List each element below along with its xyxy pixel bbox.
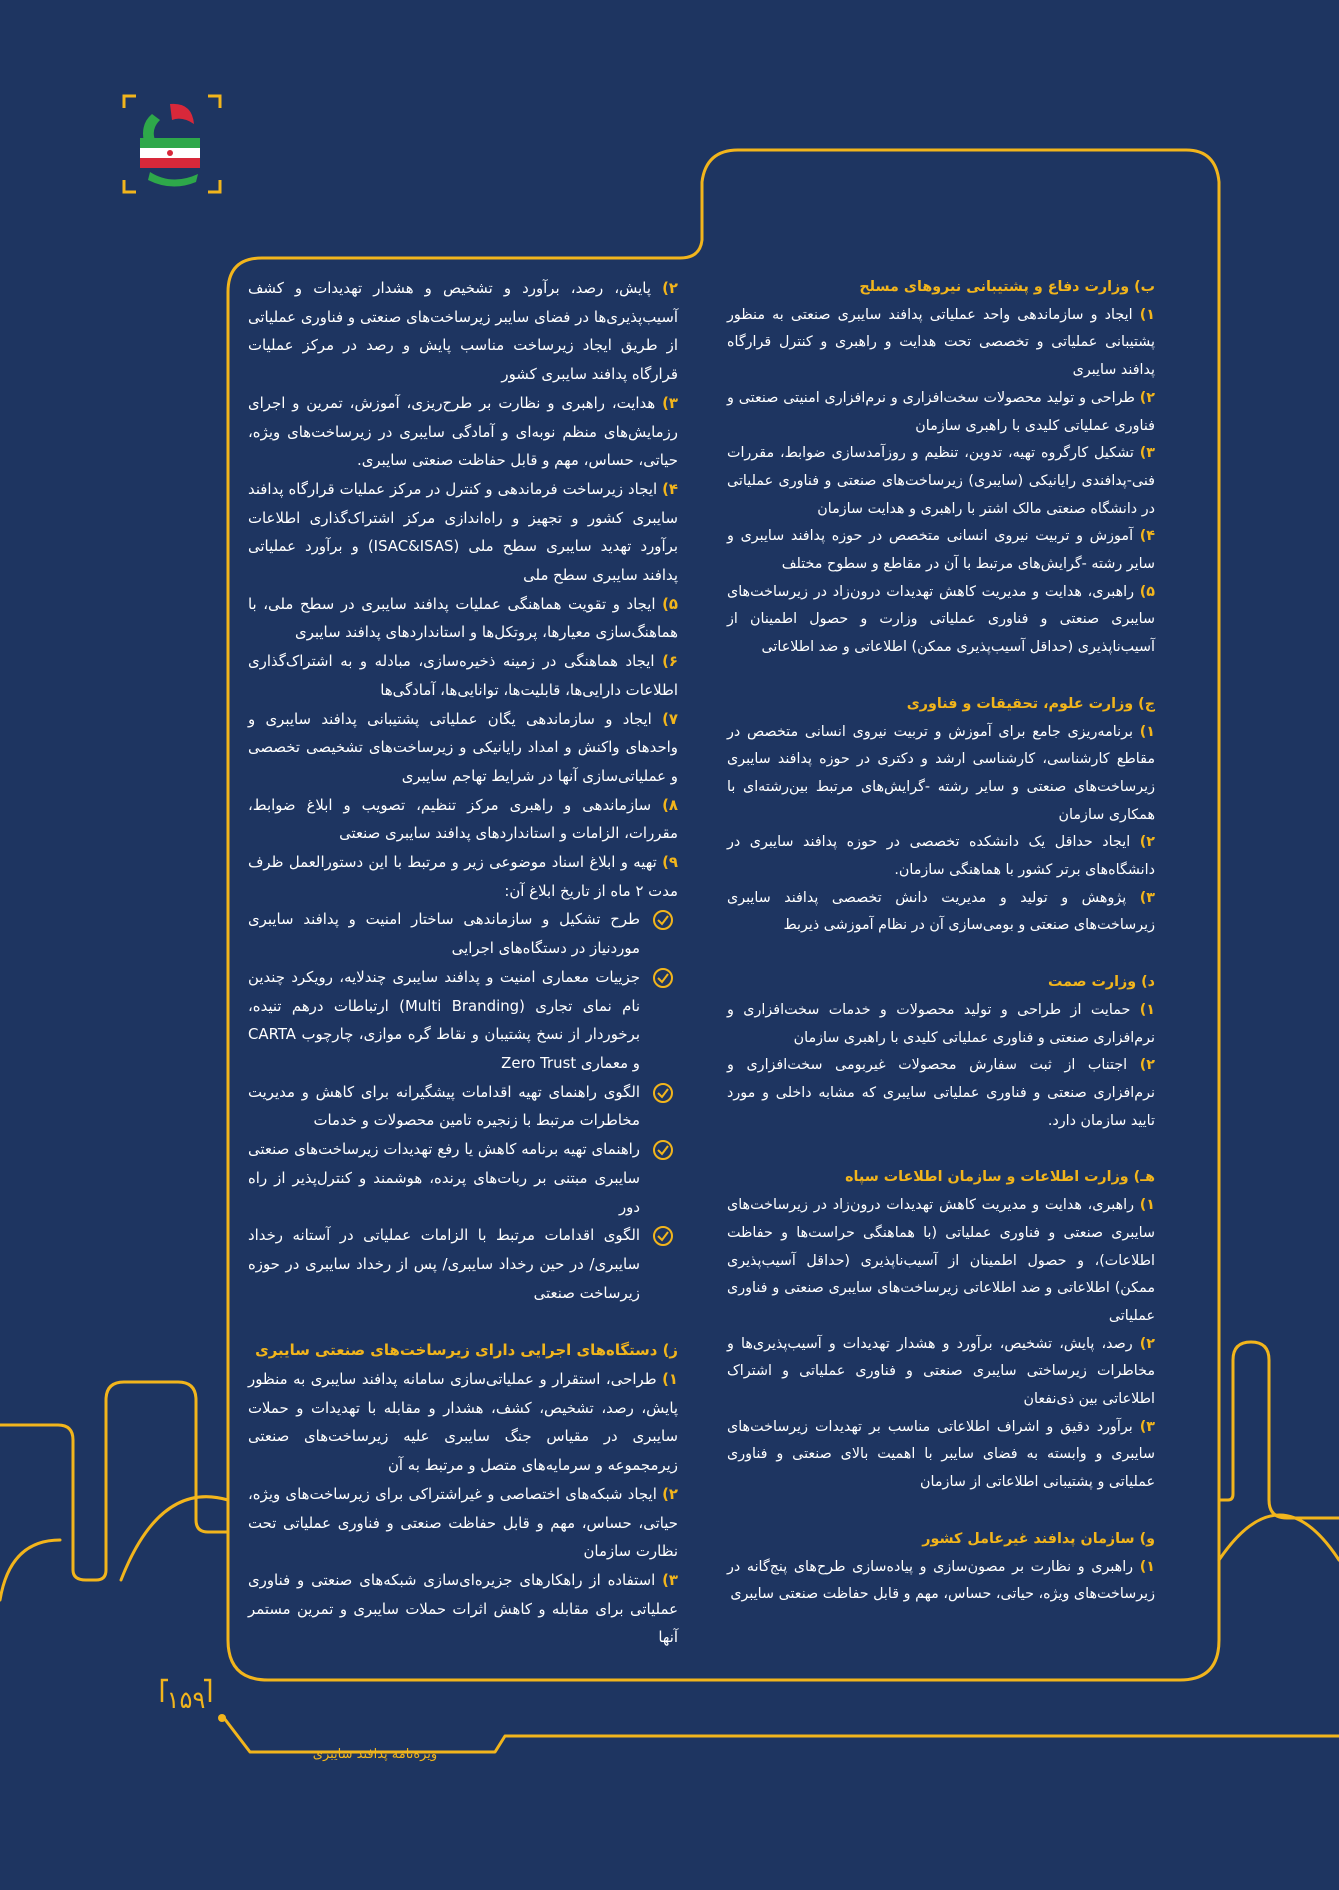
list-item: ۳) برآورد دقیق و اشراف اطلاعاتی مناسب بر تهدیدات زیرساخت‌های سایبری و وابسته به فضای سایبر با اهمیت بالای صنعتی و فناوری عملیاتی و پشتیبانی اطلاعاتی از سازمان: [727, 1418, 1156, 1491]
emblem-with-iran-flag-icon: [122, 94, 222, 194]
list-item: ۱) برنامه‌ریزی جامع برای آموزش و تربیت نیروی انسانی متخصص در مقاطع کارشناسی، کارشناسی ارشد و دکتری در حوزه پدافند سایبری زیرساخت‌های صنعتی و سایر رشته -گرایش‌های مرتبط بین‌رشته‌ای با همکاری سازمان: [727, 723, 1155, 823]
checklist-item: الگوی راهنمای تهیه اقدامات پیشگیرانه برای کاهش و مدیریت مخاطرات مرتبط با زنجیره تامین محصولات و خدمات: [248, 1078, 678, 1135]
check-circle-icon: [652, 1139, 674, 1161]
list-item: ۳) تشکیل کارگروه تهیه، تدوین، تنظیم و روزآمدسازی ضوابط، مقررات فنی-پدافندی رایانیکی (سایبری) زیرساخت‌های صنعتی و فناوری عملیاتی در دانشگاه صنعتی مالک اشتر با راهبری و هدایت سازمان: [727, 445, 1155, 517]
list-item: ۲) ایجاد شبکه‌های اختصاصی و غیراشتراکی برای زیرساخت‌های ویژه، حیاتی، حساس، مهم و قابل حفاظت صنعتی و فناوری عملیاتی تحت نظارت سازمان: [248, 1484, 679, 1561]
list-item: ۵) راهبری، هدایت و مدیریت کاهش تهدیدات درون‌زاد در زیرساخت‌های سایبری صنعتی و فناوری عملیاتی وزارت و حصول اطمینان از آسیب‌ناپذیری (حداقل آسیب‌پذیری ممکن) اطلاعاتی و ضد اطلاعاتی: [727, 583, 1155, 656]
list-item: ۲) ایجاد حداقل یک دانشکده تخصصی در حوزه پدافند سایبری در دانشگاه‌های برتر کشور با هماهنگی سازمان.: [727, 834, 1156, 879]
list-item: ۴) آموزش و تربیت نیروی انسانی متخصص در حوزه پدافند سایبری و سایر رشته -گرایش‌های مرتبط با آن در مقاطع و سطوح مختلف: [727, 528, 1155, 573]
emblem-logo: [122, 94, 222, 194]
checklist-item: طرح تشکیل و سازماندهی ساختار امنیت و پدافند سایبری موردنیاز در دستگاه‌های اجرایی: [248, 905, 678, 962]
check-circle-icon: [652, 1225, 674, 1247]
list-item: ۳) هدایت، راهبری و نظارت بر طرح‌ریزی، آموزش، تمرین و اجرای رزمایش‌های منظم نوبه‌ای و آمادگی سایبری در زیرساخت‌های ویژه، حیاتی، حساس، مهم و قابل حفاظت صنعتی سایبری.: [248, 393, 679, 470]
check-circle-icon: [652, 909, 674, 931]
checklist-item: الگوی اقدامات مرتبط با الزامات عملیاتی در آستانه رخداد سایبری/ در حین رخداد سایبری/ پس از رخداد سایبری در حوزه زیرساخت صنعتی: [248, 1221, 678, 1307]
list-item: ۳) پژوهش و تولید و مدیریت دانش تخصصی پدافند سایبری زیرساخت‌های صنعتی و بومی‌سازی آن در نظام آموزشی ذیربط: [727, 889, 1155, 934]
spacer: [727, 940, 1155, 969]
spacer: [727, 662, 1155, 691]
check-circle-icon: [652, 967, 674, 989]
list-item: ۵) ایجاد و تقویت هماهنگی عملیات پدافند سایبری در سطح ملی، با هماهنگ‌سازی معیارها، پروتکل‌ها و استانداردهای پدافند سایبری: [248, 594, 678, 642]
page-number: ۱۵۹: [166, 1686, 206, 1714]
list-item: ۱) راهبری، هدایت و مدیریت کاهش تهدیدات درون‌زاد در زیرساخت‌های سایبری صنعتی و فناوری عملیاتی (با هماهنگی حراست‌ها و حفاظت اطلاعات)، و حصول اطمینان از آسیب‌ناپذیری (حداقل آسیب‌پذیری ممکن) اطلاعاتی و ضد اطلاعاتی زیرساخت‌های سایبری صنعتی و فناوری عملیاتی: [727, 1197, 1155, 1324]
checklist-item: جزییات معماری امنیت و پدافند سایبری چندلایه، رویکرد چندین نام نمای تجاری (Multi Branding) ارتباطات درهم تنیده، برخوردار از نسخ پشتیبان و نقاط گره موازی، چارچوب CARTA و معماری Zero Trust: [248, 963, 678, 1078]
spacer: [727, 1497, 1155, 1526]
section-heading: ز) دستگاه‌های اجرایی دارای زیرساخت‌های صنعتی سایبری: [255, 1341, 678, 1360]
section-heading: د) وزارت صمت: [1048, 974, 1155, 991]
section-executive-bodies: [248, 1336, 678, 1652]
list-item: ۳) استفاده از راهکارهای جزیره‌ای‌سازی شبکه‌های صنعتی و فناوری عملیاتی برای مقابله و کاهش اثرات حملات سایبری و تمرین مستمر آنها: [248, 1570, 679, 1647]
section-science-ministry: [727, 691, 1155, 940]
checklist-item: راهنمای تهیه برنامه کاهش یا رفع تهدیدات زیرساخت‌های صنعتی سایبری مبتنی بر ربات‌های پرنده، هوشمند و کنترل‌پذیر از راه دور: [248, 1135, 678, 1221]
list-item: ۱) راهبری و نظارت بر مصون‌سازی و پیاده‌سازی طرح‌های پنج‌گانه در زیرساخت‌های ویژه، حیاتی، حساس، مهم و قابل حفاظت صنعتی سایبری: [727, 1558, 1155, 1603]
list-item: ۲) اجتناب از ثبت سفارش محصولات غیربومی سخت‌افزاری و نرم‌افزاری صنعتی و فناوری عملیاتی سایبری که مشابه داخلی و مورد تایید سازمان دارد.: [727, 1057, 1156, 1129]
list-item: ۸) سازماندهی و راهبری مرکز تنظیم، تصویب و ابلاغ ضوابط، مقررات، الزامات و استانداردهای پدافند سایبری صنعتی: [248, 795, 679, 843]
list-item: ۲) پایش، رصد، برآورد و تشخیص و هشدار تهدیدات و کشف آسیب‌پذیری‌ها در فضای سایبر زیرساخت‌های صنعتی و فناوری عملیاتی از طریق ایجاد زیرساخت مناسب پایش و رصد در مرکز عملیات قرارگاه پدافند سایبری کشور: [248, 279, 679, 384]
list-item: ۹) تهیه و ابلاغ اسناد موضوعی زیر و مرتبط با این دستورالعمل ظرف مدت ۲ ماه از تاریخ ابلاغ آن:: [248, 853, 679, 900]
section-heading: ج) وزارت علوم، تحقیقات و فناوری: [906, 695, 1155, 712]
list-item: ۱) طراحی، استقرار و عملیاتی‌سازی سامانه پدافند سایبری به منظور پایش، رصد، تشخیص، کشف، هشدار و مقابله با تهدیدات و حملات سایبری در مقیاس جنگ سایبری علیه زیرساخت‌های صنعتی زیرمجموعه و سرمایه‌های متصل و مرتبط به آن: [248, 1370, 679, 1475]
right-column: [727, 274, 1155, 1609]
list-item: ۱) ایجاد و سازماندهی واحد عملیاتی پدافند سایبری صنعتی به منظور پشتیبانی عملیاتی و تخصصی تحت هدایت و راهبری و کنترل قرارگاه پدافند سایبری: [727, 306, 1155, 379]
list-item: ۱) حمایت از طراحی و تولید محصولات و خدمات سخت‌افزاری و نرم‌افزاری صنعتی و فناوری عملیاتی کلیدی با راهبری سازمان: [727, 1001, 1156, 1046]
section-passive-defense-org: [727, 1526, 1155, 1609]
list-item: ۲) رصد، پایش، تشخیص، برآورد و هشدار تهدیدات و آسیب‌پذیری‌ها و مخاطرات زیرساختی سایبری صنعتی و فناوری عملیاتی و اشتراک اطلاعاتی بین ذی‌نفعان: [727, 1335, 1155, 1408]
section-intelligence-ministry: [727, 1164, 1155, 1496]
list-item: ۶) ایجاد هماهنگی در زمینه ذخیره‌سازی، مبادله و به اشتراک‌گذاری اطلاعات دارایی‌ها، قابلیت‌ها، توانایی‌ها، آمادگی‌ها: [248, 652, 679, 699]
section-heading: و) سازمان پدافند غیرعامل کشور: [922, 1530, 1155, 1547]
section-industry-ministry: [727, 969, 1155, 1135]
publication-title: ویژه‌نامه پدافند سایبری: [312, 1747, 438, 1762]
list-item: ۲) طراحی و تولید محصولات سخت‌افزاری و نرم‌افزاری امنیتی صنعتی و فناوری عملیاتی کلیدی با راهبری سازمان: [727, 389, 1156, 434]
section-heading: هـ) وزارت اطلاعات و سازمان اطلاعات سپاه: [845, 1169, 1155, 1186]
list-item: ۷) ایجاد و سازماندهی یگان عملیاتی پشتیبانی پدافند سایبری و واحدهای واکنش و امداد رایانیکی و زیرساخت‌های تشخیصی تخصصی و عملیاتی‌سازی آنها در شرایط تهاجم سایبری: [248, 709, 678, 785]
section-heading: ب) وزارت دفاع و پشتیبانی نیروهای مسلح: [859, 279, 1155, 295]
list-item: ۴) ایجاد زیرساخت فرماندهی و کنترل در مرکز عملیات قرارگاه پدافند سایبری کشور و تجهیز و راه‌اندازی مرکز اشتراک‌گذاری اطلاعات برآورد تهدید سایبری سطح ملی (ISAC&ISAS) و برآورد عملیاتی پدافند سایبری سطح ملی: [248, 479, 679, 585]
spacer: [248, 1307, 678, 1336]
section-defense-ministry: [727, 274, 1155, 662]
left-column: [248, 274, 678, 1652]
check-circle-icon: [652, 1082, 674, 1104]
spacer: [727, 1135, 1155, 1164]
